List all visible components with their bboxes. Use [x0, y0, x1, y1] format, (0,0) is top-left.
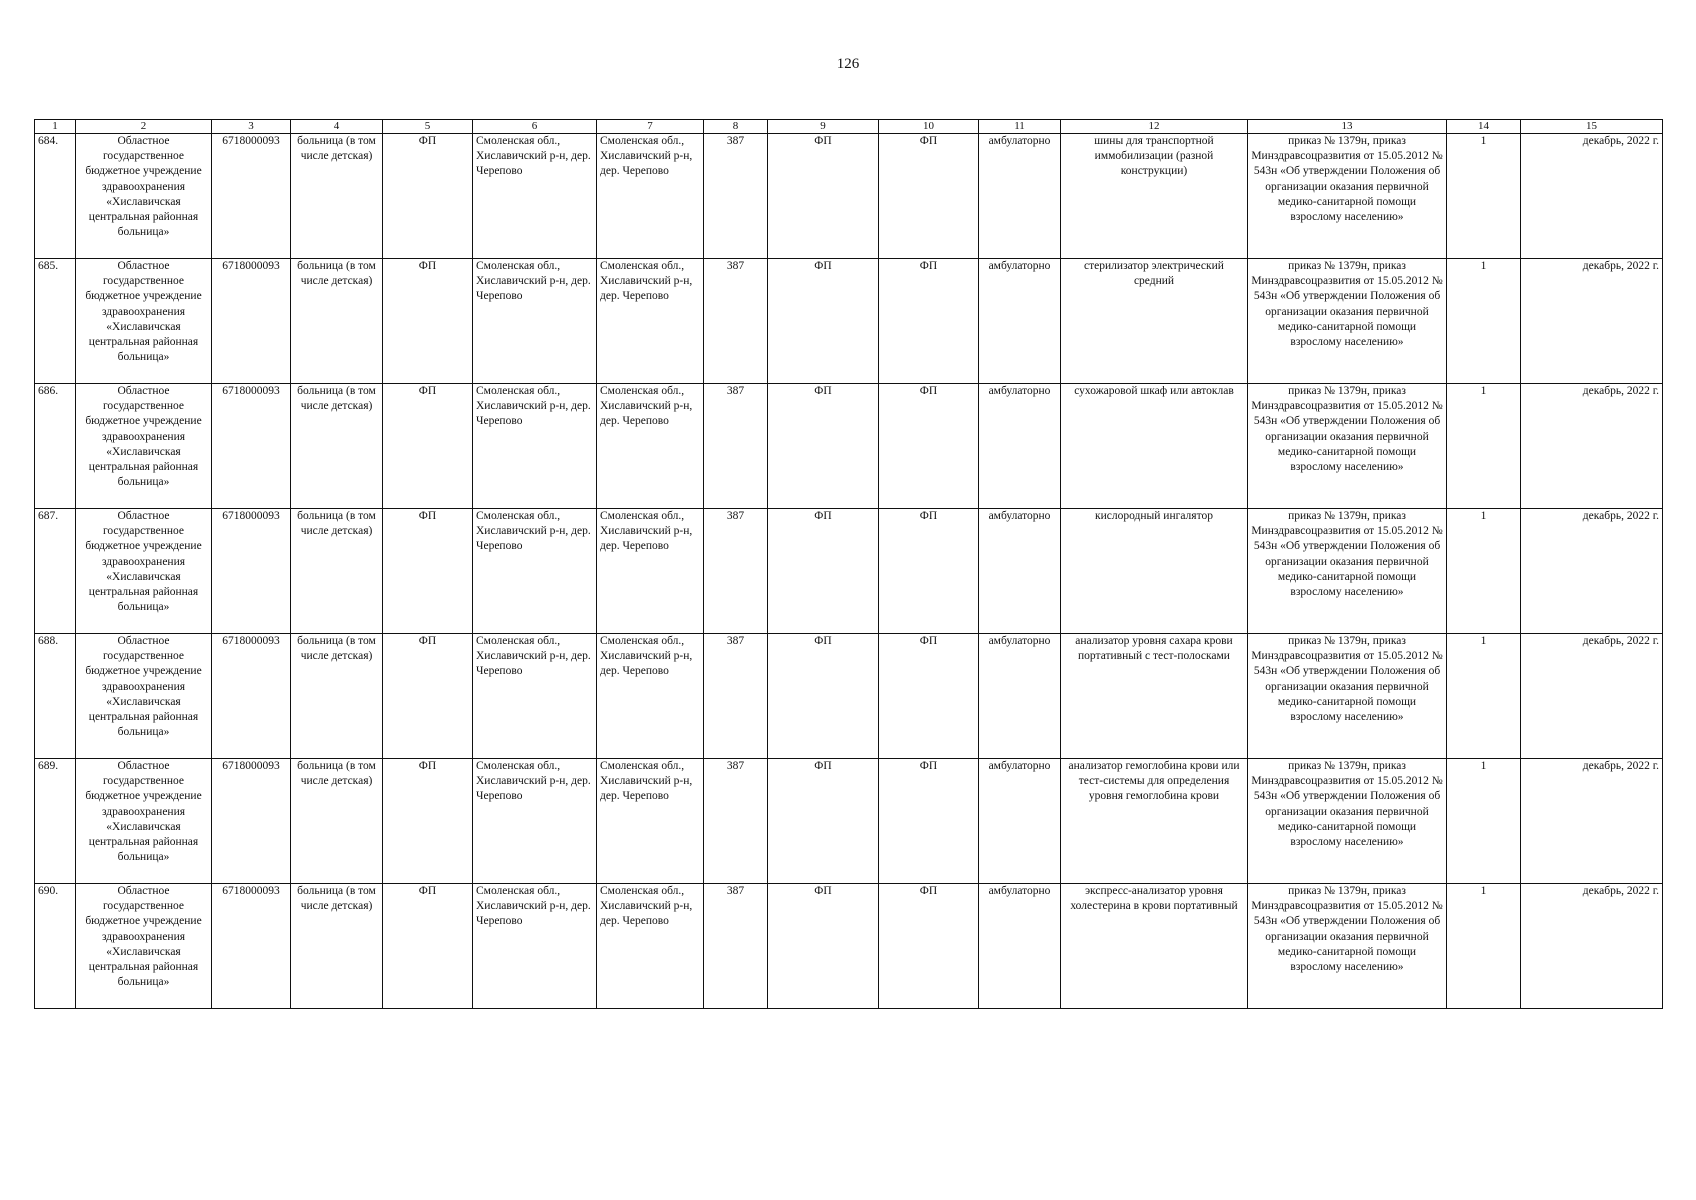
- code-cell: 6718000093: [212, 259, 291, 384]
- equipment-cell: шины для транспортной иммобилизации (разной конструкции): [1061, 134, 1248, 259]
- column-header: 8: [704, 120, 768, 134]
- code-cell: 6718000093: [212, 384, 291, 509]
- date-cell: декабрь, 2022 г.: [1521, 259, 1663, 384]
- equipment-cell: анализатор гемоглобина крови или тест-системы для определения уровня гемоглобина крови: [1061, 759, 1248, 884]
- code-cell: 6718000093: [212, 884, 291, 1009]
- row-number-cell: 690.: [35, 884, 76, 1009]
- population-cell: 387: [704, 634, 768, 759]
- basis-cell: приказ № 1379н, приказ Минздравсоцразвития от 15.05.2012 № 543н «Об утверждении Положения об организации оказания первичной медико-санитарной помощи взрослому населению»: [1248, 509, 1447, 634]
- basis-cell: приказ № 1379н, приказ Минздравсоцразвития от 15.05.2012 № 543н «Об утверждении Положения об организации оказания первичной медико-санитарной помощи взрослому населению»: [1248, 134, 1447, 259]
- date-cell: декабрь, 2022 г.: [1521, 384, 1663, 509]
- equipment-cell: кислородный ингалятор: [1061, 509, 1248, 634]
- quantity-cell: 1: [1447, 509, 1521, 634]
- quantity-cell: 1: [1447, 134, 1521, 259]
- code-cell: 6718000093: [212, 134, 291, 259]
- care-conditions-cell: амбулаторно: [979, 509, 1061, 634]
- institution-type-cell: больница (в том числе детская): [291, 384, 383, 509]
- population-cell: 387: [704, 259, 768, 384]
- organization-cell: Областное государственное бюджетное учреждение здравоохранения «Хиславичская центральная районная больница»: [76, 509, 212, 634]
- address-cell: Смоленская обл., Хиславичский р-н, дер. Черепово: [473, 134, 597, 259]
- subdivision-cell: ФП: [879, 259, 979, 384]
- table-row: [35, 384, 1663, 509]
- quantity-cell: 1: [1447, 759, 1521, 884]
- subdivision-cell: ФП: [879, 509, 979, 634]
- unit-cell: ФП: [383, 384, 473, 509]
- date-cell: декабрь, 2022 г.: [1521, 134, 1663, 259]
- subdivision-cell: ФП: [879, 134, 979, 259]
- row-number-cell: 686.: [35, 384, 76, 509]
- column-header: 4: [291, 120, 383, 134]
- organization-cell: Областное государственное бюджетное учреждение здравоохранения «Хиславичская центральная районная больница»: [76, 634, 212, 759]
- row-number-cell: 684.: [35, 134, 76, 259]
- organization-cell: Областное государственное бюджетное учреждение здравоохранения «Хиславичская центральная районная больница»: [76, 759, 212, 884]
- column-header: 9: [768, 120, 879, 134]
- institution-type-cell: больница (в том числе детская): [291, 509, 383, 634]
- unit-type-cell: ФП: [768, 634, 879, 759]
- subdivision-cell: ФП: [879, 634, 979, 759]
- equipment-cell: экспресс-анализатор уровня холестерина в крови портативный: [1061, 884, 1248, 1009]
- unit-cell: ФП: [383, 884, 473, 1009]
- organization-cell: Областное государственное бюджетное учреждение здравоохранения «Хиславичская центральная районная больница»: [76, 259, 212, 384]
- location-cell: Смоленская обл., Хиславичский р-н, дер. Черепово: [597, 509, 704, 634]
- column-header: 1: [35, 120, 76, 134]
- date-cell: декабрь, 2022 г.: [1521, 759, 1663, 884]
- code-cell: 6718000093: [212, 509, 291, 634]
- care-conditions-cell: амбулаторно: [979, 259, 1061, 384]
- address-cell: Смоленская обл., Хиславичский р-н, дер. Черепово: [473, 759, 597, 884]
- population-cell: 387: [704, 884, 768, 1009]
- table-row: [35, 884, 1663, 1009]
- column-header: 13: [1248, 120, 1447, 134]
- column-header: 14: [1447, 120, 1521, 134]
- unit-cell: ФП: [383, 259, 473, 384]
- address-cell: Смоленская обл., Хиславичский р-н, дер. Черепово: [473, 884, 597, 1009]
- basis-cell: приказ № 1379н, приказ Минздравсоцразвития от 15.05.2012 № 543н «Об утверждении Положения об организации оказания первичной медико-санитарной помощи взрослому населению»: [1248, 384, 1447, 509]
- unit-cell: ФП: [383, 634, 473, 759]
- basis-cell: приказ № 1379н, приказ Минздравсоцразвития от 15.05.2012 № 543н «Об утверждении Положения об организации оказания первичной медико-санитарной помощи взрослому населению»: [1248, 634, 1447, 759]
- basis-cell: приказ № 1379н, приказ Минздравсоцразвития от 15.05.2012 № 543н «Об утверждении Положения об организации оказания первичной медико-санитарной помощи взрослому населению»: [1248, 259, 1447, 384]
- location-cell: Смоленская обл., Хиславичский р-н, дер. Черепово: [597, 384, 704, 509]
- date-cell: декабрь, 2022 г.: [1521, 634, 1663, 759]
- population-cell: 387: [704, 509, 768, 634]
- column-header: 7: [597, 120, 704, 134]
- institution-type-cell: больница (в том числе детская): [291, 259, 383, 384]
- equipment-register-table: [34, 119, 1663, 1009]
- code-cell: 6718000093: [212, 759, 291, 884]
- care-conditions-cell: амбулаторно: [979, 759, 1061, 884]
- column-header: 11: [979, 120, 1061, 134]
- address-cell: Смоленская обл., Хиславичский р-н, дер. Черепово: [473, 509, 597, 634]
- row-number-cell: 687.: [35, 509, 76, 634]
- population-cell: 387: [704, 384, 768, 509]
- institution-type-cell: больница (в том числе детская): [291, 759, 383, 884]
- row-number-cell: 689.: [35, 759, 76, 884]
- unit-type-cell: ФП: [768, 759, 879, 884]
- organization-cell: Областное государственное бюджетное учреждение здравоохранения «Хиславичская центральная районная больница»: [76, 384, 212, 509]
- column-header: 2: [76, 120, 212, 134]
- location-cell: Смоленская обл., Хиславичский р-н, дер. Черепово: [597, 259, 704, 384]
- care-conditions-cell: амбулаторно: [979, 134, 1061, 259]
- organization-cell: Областное государственное бюджетное учреждение здравоохранения «Хиславичская центральная районная больница»: [76, 134, 212, 259]
- quantity-cell: 1: [1447, 634, 1521, 759]
- population-cell: 387: [704, 134, 768, 259]
- column-header: 15: [1521, 120, 1663, 134]
- care-conditions-cell: амбулаторно: [979, 384, 1061, 509]
- institution-type-cell: больница (в том числе детская): [291, 634, 383, 759]
- unit-type-cell: ФП: [768, 384, 879, 509]
- unit-type-cell: ФП: [768, 134, 879, 259]
- address-cell: Смоленская обл., Хиславичский р-н, дер. Черепово: [473, 259, 597, 384]
- subdivision-cell: ФП: [879, 384, 979, 509]
- population-cell: 387: [704, 759, 768, 884]
- unit-cell: ФП: [383, 759, 473, 884]
- quantity-cell: 1: [1447, 384, 1521, 509]
- subdivision-cell: ФП: [879, 884, 979, 1009]
- column-header: 5: [383, 120, 473, 134]
- table-row: [35, 634, 1663, 759]
- code-cell: 6718000093: [212, 634, 291, 759]
- date-cell: декабрь, 2022 г.: [1521, 884, 1663, 1009]
- location-cell: Смоленская обл., Хиславичский р-н, дер. Черепово: [597, 134, 704, 259]
- quantity-cell: 1: [1447, 884, 1521, 1009]
- equipment-cell: стерилизатор электрический средний: [1061, 259, 1248, 384]
- organization-cell: Областное государственное бюджетное учреждение здравоохранения «Хиславичская центральная районная больница»: [76, 884, 212, 1009]
- location-cell: Смоленская обл., Хиславичский р-н, дер. Черепово: [597, 634, 704, 759]
- basis-cell: приказ № 1379н, приказ Минздравсоцразвития от 15.05.2012 № 543н «Об утверждении Положения об организации оказания первичной медико-санитарной помощи взрослому населению»: [1248, 884, 1447, 1009]
- table-row: [35, 134, 1663, 259]
- address-cell: Смоленская обл., Хиславичский р-н, дер. Черепово: [473, 634, 597, 759]
- table-row: [35, 509, 1663, 634]
- care-conditions-cell: амбулаторно: [979, 634, 1061, 759]
- basis-cell: приказ № 1379н, приказ Минздравсоцразвития от 15.05.2012 № 543н «Об утверждении Положения об организации оказания первичной медико-санитарной помощи взрослому населению»: [1248, 759, 1447, 884]
- equipment-cell: сухожаровой шкаф или автоклав: [1061, 384, 1248, 509]
- care-conditions-cell: амбулаторно: [979, 884, 1061, 1009]
- row-number-cell: 688.: [35, 634, 76, 759]
- address-cell: Смоленская обл., Хиславичский р-н, дер. Черепово: [473, 384, 597, 509]
- unit-cell: ФП: [383, 134, 473, 259]
- column-header: 6: [473, 120, 597, 134]
- unit-type-cell: ФП: [768, 259, 879, 384]
- table-row: [35, 259, 1663, 384]
- column-header: 3: [212, 120, 291, 134]
- location-cell: Смоленская обл., Хиславичский р-н, дер. Черепово: [597, 759, 704, 884]
- unit-cell: ФП: [383, 509, 473, 634]
- unit-type-cell: ФП: [768, 509, 879, 634]
- column-header: 10: [879, 120, 979, 134]
- institution-type-cell: больница (в том числе детская): [291, 134, 383, 259]
- quantity-cell: 1: [1447, 259, 1521, 384]
- equipment-cell: анализатор уровня сахара крови портативный с тест-полосками: [1061, 634, 1248, 759]
- location-cell: Смоленская обл., Хиславичский р-н, дер. Черепово: [597, 884, 704, 1009]
- table-row: [35, 759, 1663, 884]
- column-number-header-row: [35, 120, 1663, 134]
- row-number-cell: 685.: [35, 259, 76, 384]
- column-header: 12: [1061, 120, 1248, 134]
- page-number: 126: [836, 56, 860, 72]
- subdivision-cell: ФП: [879, 759, 979, 884]
- date-cell: декабрь, 2022 г.: [1521, 509, 1663, 634]
- unit-type-cell: ФП: [768, 884, 879, 1009]
- institution-type-cell: больница (в том числе детская): [291, 884, 383, 1009]
